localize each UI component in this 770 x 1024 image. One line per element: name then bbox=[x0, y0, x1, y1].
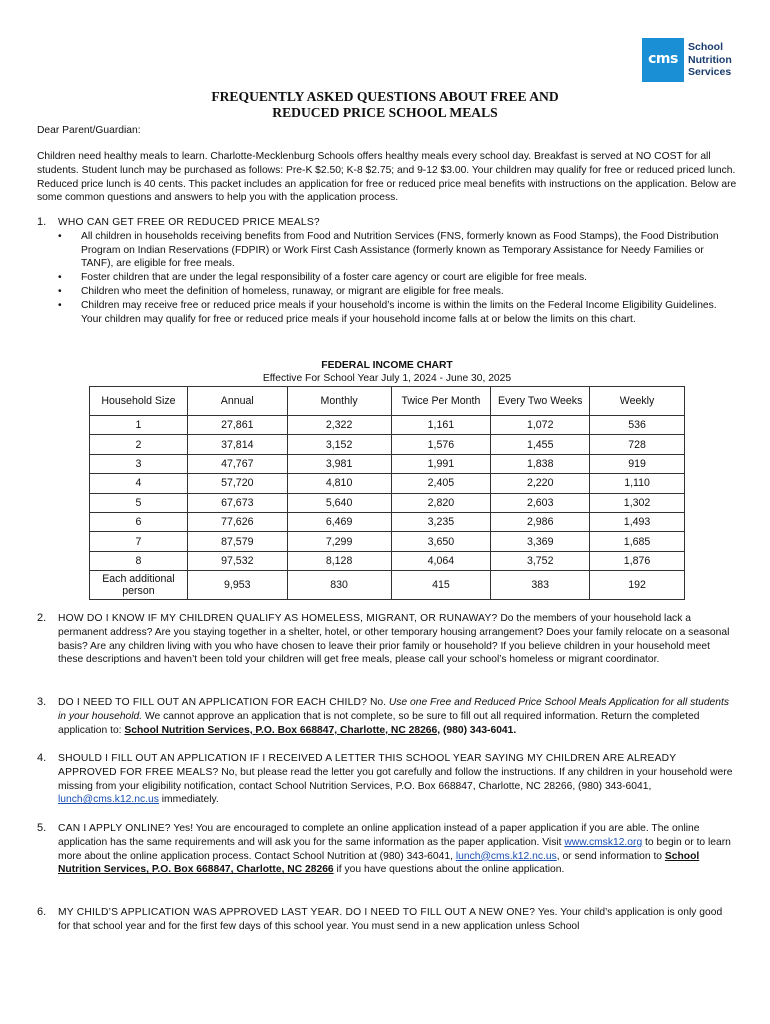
table-row: 1 27,861 2,322 1,161 1,072 536 bbox=[90, 416, 685, 435]
column-header: Twice Per Month bbox=[391, 387, 491, 416]
answer-emphasis: Use one Free and Reduced Price School Meals Application for all students in your household. bbox=[58, 697, 730, 722]
question-number: 3. bbox=[37, 696, 47, 708]
question-2 bbox=[37, 612, 737, 667]
question-number: 6. bbox=[37, 906, 47, 918]
column-header: Weekly bbox=[590, 387, 685, 416]
question-5: 5. CAN I APPLY ONLINE? Yes! You are encouraged to complete an online application instead of a paper application if you are able. The online application has the same requirements and will ask you for the same information as the paper application. Visit www.cmsk12.org to begin or to learn more about the online application process. Contact School Nutrition at (980) 343-6041, lunch@cms.k12.nc.us, or send information to School Nutrition Services, P.O. Box 668847, Charlotte, NC 28266 if you have questions about the online application. bbox=[37, 822, 731, 876]
question-3: 3. DO I NEED TO FILL OUT AN APPLICATION FOR EACH CHILD? No. Use one Free and Reduced Price School Meals Application for all students in your household. We cannot approve an application that is not complete, so be sure to fill out all required information. Return the completed application to: School Nutrition Services, P.O. Box 668847, Charlotte, NC 28266, (980) 343-6041. bbox=[37, 696, 730, 736]
question-heading: HOW DO I KNOW IF MY CHILDREN QUALIFY AS HOMELESS, MIGRANT, OR RUNAWAY? bbox=[58, 613, 498, 624]
table-row: 4 57,720 4,810 2,405 2,220 1,110 bbox=[90, 474, 685, 493]
cms-logo bbox=[642, 38, 732, 82]
question-1 bbox=[37, 216, 737, 326]
table-header-row bbox=[90, 387, 685, 416]
column-header: Monthly bbox=[287, 387, 391, 416]
question-number: 4. bbox=[37, 752, 47, 764]
question-number: 5. bbox=[37, 822, 47, 834]
column-header: Annual bbox=[187, 387, 287, 416]
chart-subtitle: Effective For School Year July 1, 2024 - June 30, 2025 bbox=[262, 373, 512, 384]
question-heading: WHO CAN GET FREE OR REDUCED PRICE MEALS? bbox=[58, 217, 320, 228]
question-6: 6. MY CHILD’S APPLICATION WAS APPROVED LAST YEAR. DO I NEED TO FILL OUT A NEW ONE? Yes. Your child’s application is only good for that school year and for the first few days of this school year. You must send in a new application unless School bbox=[37, 906, 723, 932]
question-number: 1. bbox=[37, 216, 47, 228]
table-row: Each additional person 9,953 830 415 383 192 bbox=[90, 571, 685, 600]
table-row: 7 87,579 7,299 3,650 3,369 1,685 bbox=[90, 532, 685, 551]
table-row: 3 47,767 3,981 1,991 1,838 919 bbox=[90, 454, 685, 473]
cms-logo-mark: cms bbox=[642, 38, 684, 82]
salutation: Dear Parent/Guardian: bbox=[37, 125, 141, 136]
cms-logo-text: School Nutrition Services bbox=[688, 41, 732, 79]
income-table bbox=[89, 386, 685, 600]
list-item: • All children in households receiving benefits from Food and Nutrition Services (FNS, formerly known as Food Stamps), the Food Distribution Program on Indian Reservations (FDPIR) or Work First Cash Assistance (formerly known as Temporary Assistance for Needy Families or TANF), are eligible for free meals. bbox=[58, 230, 719, 270]
email-link[interactable]: lunch@cms.k12.nc.us bbox=[58, 794, 159, 806]
page-title: FREQUENTLY ASKED QUESTIONS ABOUT FREE AND REDUCED PRICE SCHOOL MEALS bbox=[211, 89, 559, 120]
table-row: 8 97,532 8,128 4,064 3,752 1,876 bbox=[90, 551, 685, 570]
table-row: 6 77,626 6,469 3,235 2,986 1,493 bbox=[90, 512, 685, 531]
eligibility-list bbox=[37, 230, 737, 327]
website-link[interactable]: www.cmsk12.org bbox=[564, 836, 643, 848]
list-item: • Children may receive free or reduced price meals if your household’s income is within the limits on the Federal Income Eligibility Guidelines. Your children may qualify for free or reduced price meals if your household income falls at or below the limits on this chart. bbox=[58, 299, 717, 325]
table-row: 5 67,673 5,640 2,820 2,603 1,302 bbox=[90, 493, 685, 512]
mailing-address: School Nutrition Services, P.O. Box 668847, Charlotte, NC 28266, bbox=[124, 724, 441, 736]
answer-text: Do the members of your household lack a permanent address? Are you staying together in a shelter, hotel, or other temporary housing arrangement? Does your family relocate on a seasonal basis? Are any children living with you who have chosen to leave their prior family or household? If you believe children in your household meet these descriptions and haven’t been told your children will get free meals, please call your school’s homeless or migrant coordinator. bbox=[58, 613, 730, 666]
question-heading: MY CHILD’S APPLICATION WAS APPROVED LAST YEAR. DO I NEED TO FILL OUT A NEW ONE? bbox=[58, 907, 536, 918]
phone-number: (980) 343-6041. bbox=[440, 724, 517, 736]
chart-title: FEDERAL INCOME CHART bbox=[321, 360, 453, 371]
question-heading: CAN I APPLY ONLINE? bbox=[58, 823, 171, 834]
question-heading: DO I NEED TO FILL OUT AN APPLICATION FOR EACH CHILD? bbox=[58, 697, 368, 708]
question-4: 4. SHOULD I FILL OUT AN APPLICATION IF I RECEIVED A LETTER THIS SCHOOL YEAR SAYING MY CHILDREN ARE ALREADY APPROVED FOR FREE MEALS? No, but please read the letter you got carefully and follow the instructions. If any children in your household were missing from your eligibility notification, contact School Nutrition Services, P.O. Box 668847, Charlotte, NC 28266, (980) 343-6041, lunch@cms.k12.nc.us immediately. bbox=[37, 752, 733, 806]
list-item: • Foster children that are under the legal responsibility of a foster care agency or court are eligible for free meals. bbox=[58, 272, 587, 284]
question-number: 2. bbox=[37, 612, 47, 624]
intro-paragraph: Children need healthy meals to learn. Charlotte-Mecklenburg Schools offers healthy meals every school day. Breakfast is served at NO COST for all students. Student lunch may be purchased as follows: Pre-K $2.50; K-8 $2.75; and 9-12 $3.00. Your children may qualify for free or reduced priced lunch. Reduced price lunch is 40 cents. This packet includes an application for free or reduced price meal benefits with instructions on the application. Below are some common questions and answers to help you with the application process. bbox=[37, 151, 737, 204]
email-link[interactable]: lunch@cms.k12.nc.us bbox=[455, 850, 557, 862]
list-item: • Children who meet the definition of homeless, runaway, or migrant are eligible for free meals. bbox=[58, 285, 504, 297]
table-row: 2 37,814 3,152 1,576 1,455 728 bbox=[90, 435, 685, 454]
question-heading: SHOULD I FILL OUT AN APPLICATION IF I RECEIVED A LETTER THIS SCHOOL YEAR SAYING MY CHILDREN ARE ALREADY APPROVED FOR FREE MEALS? bbox=[58, 753, 677, 778]
column-header: Every Two Weeks bbox=[491, 387, 590, 416]
mailing-address: School Nutrition Services, P.O. Box 668847, Charlotte, NC 28266 bbox=[58, 850, 700, 876]
column-header: Household Size bbox=[90, 387, 188, 416]
